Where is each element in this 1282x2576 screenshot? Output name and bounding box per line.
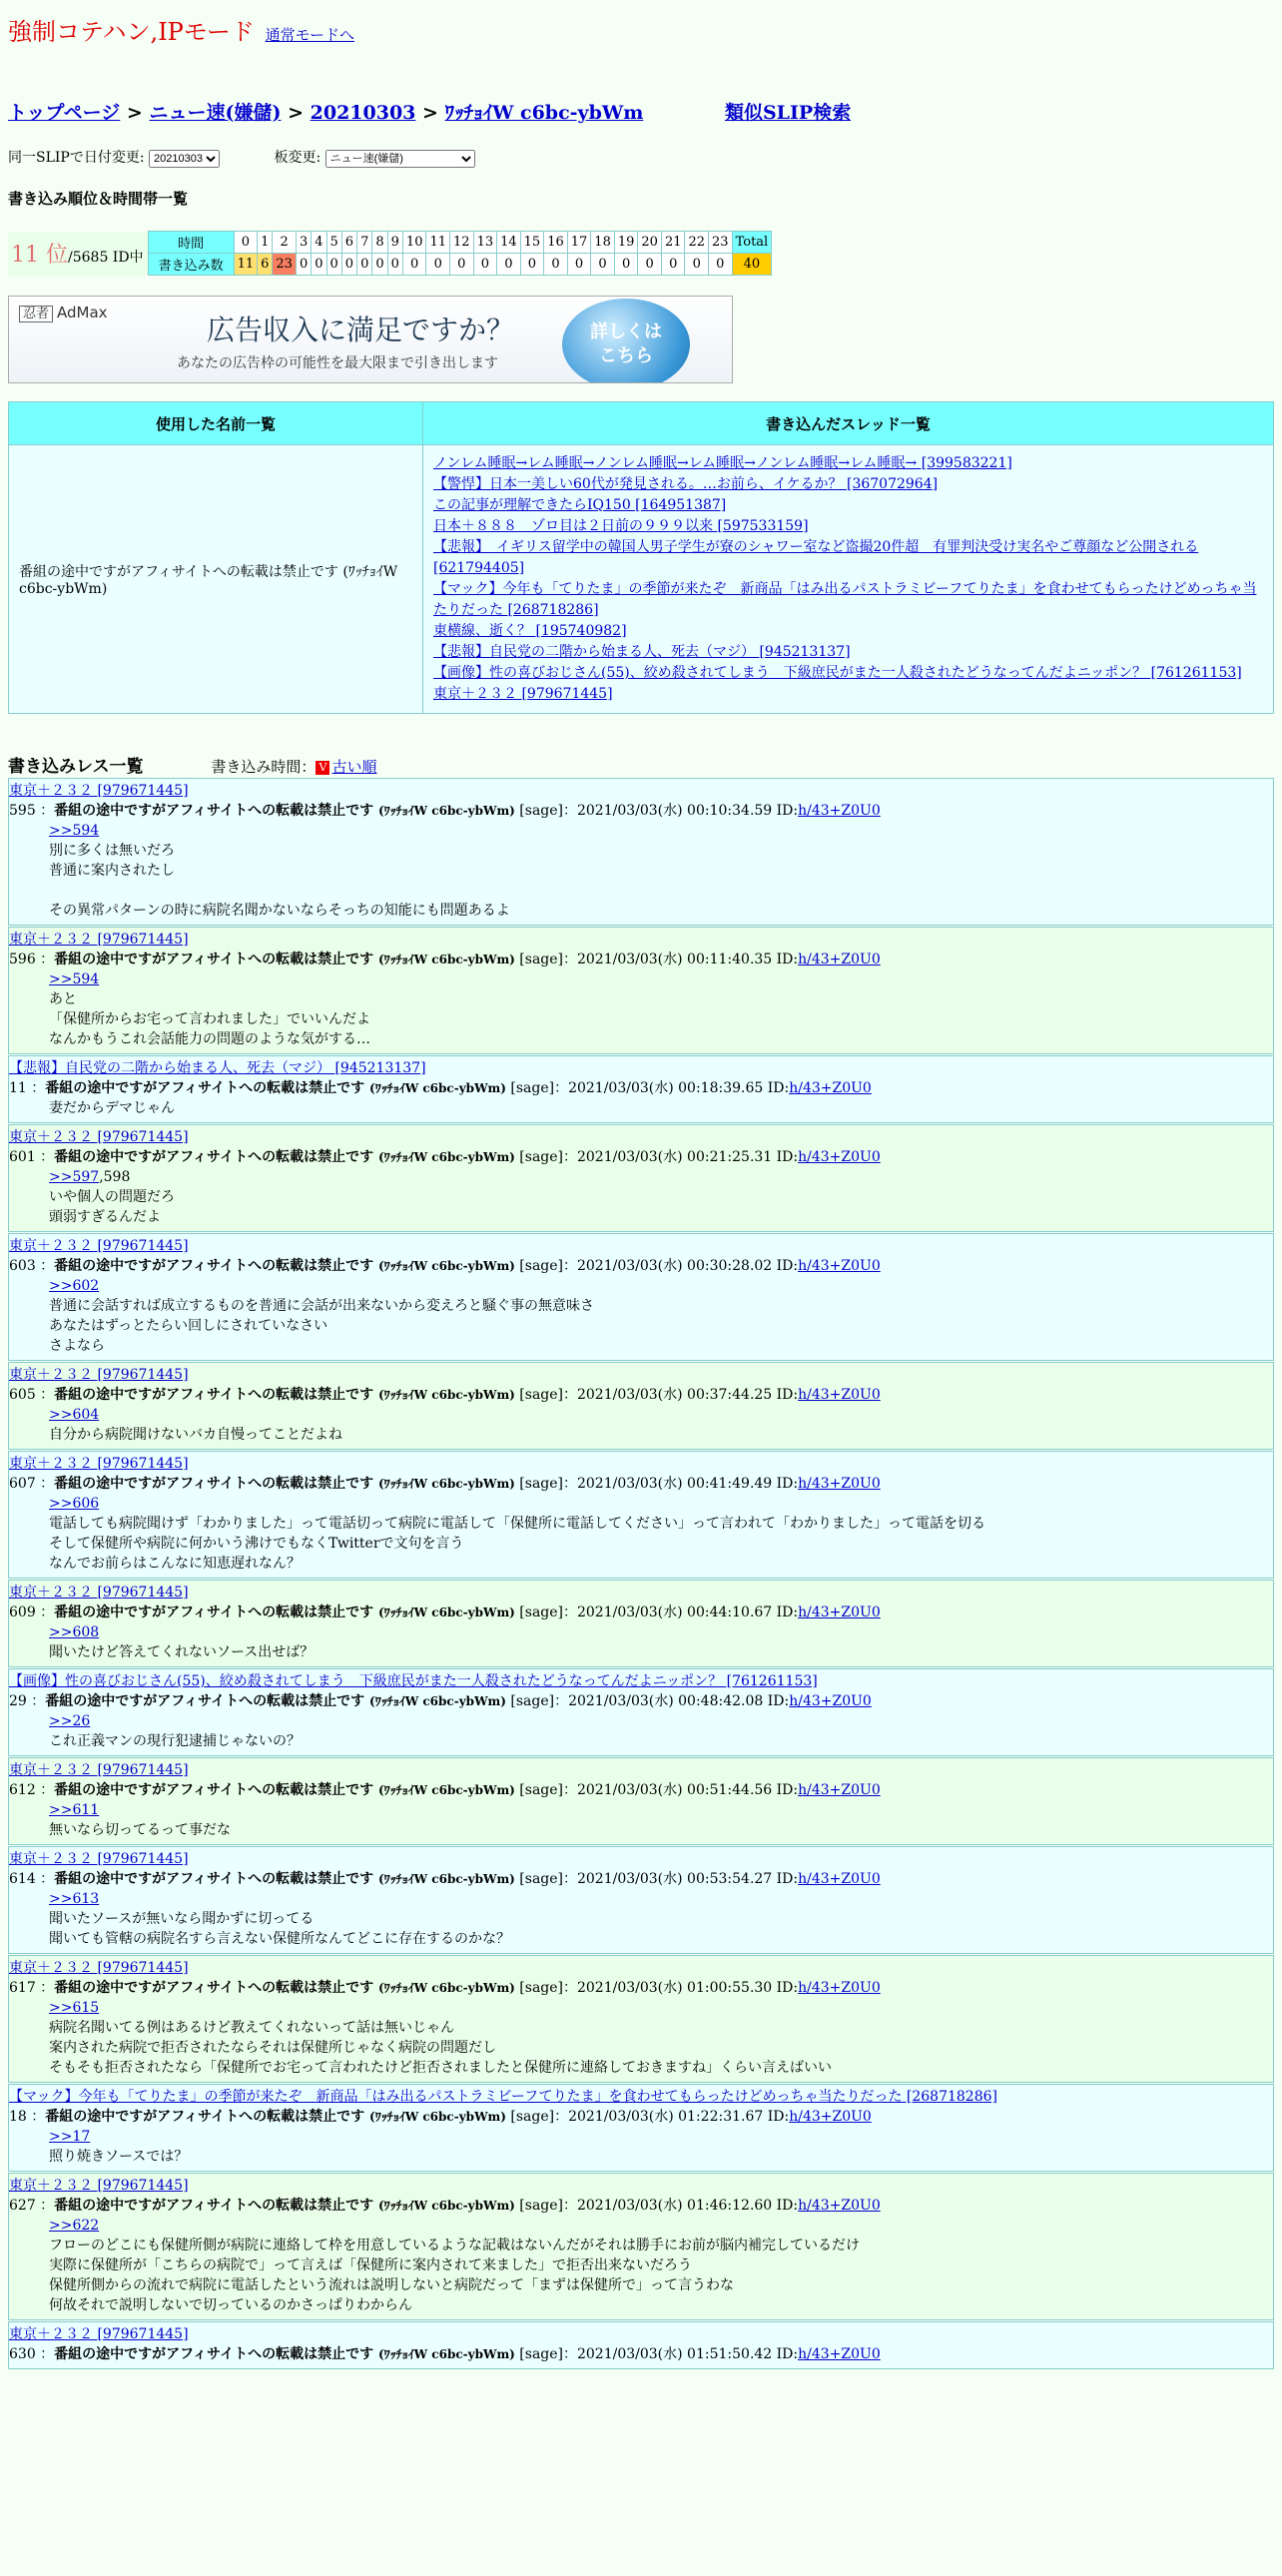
breadcrumb-separator: > — [422, 102, 438, 124]
post-info: [sage]：2021/03/03(水) 00:51:44.56 ID: — [514, 1782, 799, 1798]
post-anchor-line — [49, 1889, 1273, 1909]
post-name: 番組の途中ですがアフィサイトへの転載は禁止です — [54, 1605, 378, 1620]
similar-slip-search-link[interactable]: 類似SLIP検索 — [724, 102, 852, 124]
post-number: 609 ： — [9, 1605, 55, 1620]
post-meta — [9, 1780, 1273, 1800]
count-cell: 23 — [273, 254, 297, 276]
post-number: 596 ： — [9, 952, 55, 967]
post-anchor-line — [49, 821, 1273, 841]
hour-cell: 18 — [591, 232, 615, 254]
post-text-line: 頭弱すぎるんだよ — [49, 1209, 161, 1225]
threads-column-header: 書き込んだスレッド一覧 — [423, 402, 1274, 445]
post-text-line — [49, 881, 1273, 901]
post-thread-link[interactable]: 【画像】性の喜びおじさん(55)、絞め殺されてしまう 下級庶民がまた一人殺されたどうなってんだよニッポン？ [761261153] — [9, 1673, 818, 1689]
post-trip: (ﾜｯﾁｮｲW c6bc-ybWm) — [369, 2110, 506, 2124]
post-trip: (ﾜｯﾁｮｲW c6bc-ybWm) — [377, 804, 515, 818]
ranking-table — [8, 231, 772, 276]
post-body — [49, 969, 1273, 1049]
post-anchor-line — [49, 1494, 1273, 1514]
thread-link[interactable]: ノンレム睡眠→レム睡眠→ノンレム睡眠→レム睡眠→ノンレム睡眠→レム睡眠→ [399583221] — [433, 455, 1012, 471]
post-text-line: 別に多くは無いだろ — [49, 843, 175, 859]
sort-oldest-link[interactable]: 古い順 — [331, 758, 377, 776]
post-info: [sage]：2021/03/03(水) 00:41:49.49 ID: — [514, 1476, 799, 1492]
count-cell: 0 — [357, 254, 372, 276]
post-item — [8, 1955, 1274, 2083]
count-cell: 0 — [520, 254, 544, 276]
post-body — [49, 1711, 1273, 1751]
hour-cell: 4 — [312, 232, 326, 254]
post-text-line: 聞いたソースが無いなら聞かずに切ってる — [49, 1911, 315, 1927]
reply-anchor-link[interactable]: >>604 — [49, 1407, 100, 1423]
hour-cell: 6 — [341, 232, 356, 254]
date-select[interactable] — [149, 150, 220, 168]
post-meta — [9, 2196, 1273, 2216]
post-body — [49, 2127, 1273, 2167]
post-trip: (ﾜｯﾁｮｲW c6bc-ybWm) — [377, 1259, 515, 1273]
post-id-link[interactable]: h/43+Z0U0 — [798, 1387, 881, 1403]
post-id-link[interactable]: h/43+Z0U0 — [798, 2198, 881, 2214]
reply-anchor-link[interactable]: >>594 — [49, 971, 100, 987]
post-body — [49, 1494, 1273, 1574]
post-info: [sage]：2021/03/03(水) 00:44:10.67 ID: — [514, 1605, 799, 1620]
post-id-link[interactable]: h/43+Z0U0 — [789, 2109, 872, 2125]
post-text-line: 聞いても管轄の病院名すら言えない保健所なんてどこに存在するのかな？ — [49, 1931, 510, 1947]
post-body — [49, 1276, 1273, 1356]
post-text-line: 実際に保健所が「こちらの病院で」って言えば「保健所に案内されて来ました」で拒否出来ないだろう — [49, 2257, 692, 2273]
hour-cell: 9 — [387, 232, 402, 254]
ad-logo-text: AdMax — [57, 304, 108, 322]
post-meta — [9, 950, 1273, 969]
thread-link[interactable]: 【悲報】 イギリス留学中の韓国人男子学生が寮のシャワー室など盗撮20件超 有罪判決受け実名やご尊顔など公開される [621794405] — [433, 539, 1199, 576]
post-id-link[interactable]: h/43+Z0U0 — [798, 1980, 881, 1996]
post-id-link[interactable]: h/43+Z0U0 — [789, 1080, 872, 1096]
board-select[interactable] — [325, 150, 475, 168]
post-thread-link[interactable]: 【悲報】自民党の二階から始まる人、死去（マジ） [945213137] — [9, 1060, 426, 1076]
post-meta — [9, 1147, 1273, 1167]
reply-anchor-link[interactable]: >>17 — [49, 2129, 91, 2145]
date-change-label: 同一SLIPで日付変更: — [8, 150, 145, 166]
post-trip: (ﾜｯﾁｮｲW c6bc-ybWm) — [377, 1150, 515, 1164]
post-meta — [9, 1385, 1273, 1405]
post-text-line: 病院名聞いてる例はあるけど教えてくれないって話は無いじゃん — [49, 2020, 454, 2036]
hour-cell: 3 — [296, 232, 311, 254]
post-text-line: なんかもうこれ会話能力の問題のような気がする… — [49, 1031, 370, 1047]
post-info: [sage]：2021/03/03(水) 00:18:39.65 ID: — [505, 1080, 790, 1096]
post-name: 番組の途中ですがアフィサイトへの転載は禁止です — [45, 1080, 370, 1096]
thread-link[interactable]: 【悲報】自民党の二階から始まる人、死去（マジ） [945213137] — [433, 644, 851, 660]
hour-cell: 11 — [426, 232, 450, 254]
post-number: 11 ： — [9, 1080, 46, 1096]
selector-bar — [8, 147, 1274, 168]
post-name: 番組の途中ですがアフィサイトへの転載は禁止です — [54, 1782, 378, 1798]
rank-value: 11 位 — [11, 243, 68, 268]
count-cell: 11 — [234, 254, 258, 276]
post-body — [49, 821, 1273, 921]
post-number: 607 ： — [9, 1476, 55, 1492]
hour-cell: 13 — [473, 232, 497, 254]
post-anchor-line — [49, 2127, 1273, 2147]
post-thread-link[interactable]: 東京＋２３２ [979671445] — [9, 1456, 189, 1472]
post-text-line: 妻だからデマじゃん — [49, 1100, 175, 1116]
post-text-line: 普通に会話すれば成立するものを普通に会話が出来ないから変えろと騒ぐ事の無意味さ — [49, 1298, 594, 1314]
post-anchor-line — [49, 1276, 1273, 1296]
post-name: 番組の途中ですがアフィサイトへの転載は禁止です — [54, 1149, 378, 1165]
post-item — [8, 1233, 1274, 1361]
post-info: [sage]：2021/03/03(水) 00:48:42.08 ID: — [505, 1693, 790, 1709]
post-text-line: 普通に案内されたし — [49, 863, 175, 879]
post-item — [8, 1055, 1274, 1123]
post-trip: (ﾜｯﾁｮｲW c6bc-ybWm) — [377, 2199, 515, 2213]
post-info: [sage]：2021/03/03(水) 00:21:25.31 ID: — [514, 1149, 799, 1165]
post-info: [sage]：2021/03/03(水) 00:53:54.27 ID: — [514, 1871, 799, 1887]
reply-anchor-link[interactable]: >>615 — [49, 2000, 100, 2016]
post-id-link[interactable]: h/43+Z0U0 — [798, 2346, 881, 2362]
post-meta — [9, 1869, 1273, 1889]
reply-anchor-link[interactable]: >>608 — [49, 1624, 100, 1640]
breadcrumb-date-link[interactable]: 20210303 — [310, 102, 416, 124]
hour-cell: 7 — [357, 232, 372, 254]
ad-subtext: あなたの広告枠の可能性を最大限まで引き出します — [177, 355, 498, 371]
thread-link[interactable]: この記事が理解できたらIQ150 [164951387] — [433, 497, 727, 513]
post-text-line: あと — [49, 991, 77, 1007]
names-column-header: 使用した名前一覧 — [9, 402, 423, 445]
post-anchor-line — [49, 1167, 1273, 1187]
post-id-link[interactable]: h/43+Z0U0 — [798, 1258, 881, 1274]
thread-link[interactable]: 日本＋８８８ ゾロ目は２日前の９９９以来 [597533159] — [433, 518, 809, 534]
post-meta — [9, 1256, 1273, 1276]
hour-cell: 21 — [661, 232, 685, 254]
hour-cell: 19 — [614, 232, 638, 254]
thread-link[interactable]: 東横線、逝く？ [195740982] — [433, 623, 627, 639]
hour-cell: 8 — [372, 232, 387, 254]
post-text-line: 案内された病院で拒否されたならそれは保健所じゃなく病院の問題だし — [49, 2040, 496, 2056]
hour-cell: 5 — [326, 232, 341, 254]
post-trip: (ﾜｯﾁｮｲW c6bc-ybWm) — [377, 1388, 515, 1402]
post-thread-link[interactable]: 東京＋２３２ [979671445] — [9, 1960, 189, 1976]
rank-total: /5685 ID中 — [68, 250, 144, 266]
count-cell: 0 — [567, 254, 591, 276]
used-name: 番組の途中ですがアフィサイトへの転載は禁止です (ﾜｯﾁｮｲW c6bc-ybWm) — [9, 445, 423, 714]
post-id-link[interactable]: h/43+Z0U0 — [798, 1782, 881, 1798]
hour-cell: 12 — [450, 232, 474, 254]
post-number: 617 ： — [9, 1980, 55, 1996]
post-thread-link[interactable]: 東京＋２３２ [979671445] — [9, 2326, 189, 2342]
hour-cell: 22 — [685, 232, 709, 254]
post-item — [8, 927, 1274, 1054]
post-list — [8, 778, 1274, 2369]
post-item — [8, 1362, 1274, 1450]
post-info: [sage]：2021/03/03(水) 01:51:50.42 ID: — [514, 2346, 799, 2362]
post-text-line: その異常パターンの時に病院名聞かないならそっちの知能にも問題あるよ — [49, 903, 510, 919]
post-meta — [9, 1691, 1273, 1711]
post-text-line: そして保健所や病院に何かいう沸けでもなくTwitterで文句を言う — [49, 1536, 464, 1552]
post-text-line: 電話しても病院聞けず「わかりました」って電話切って病院に電話して「保健所に電話してください」って言われて「わかりました」って電話を切る — [49, 1516, 985, 1532]
post-name: 番組の途中ですがアフィサイトへの転載は禁止です — [54, 1980, 378, 1996]
post-name: 番組の途中ですがアフィサイトへの転載は禁止です — [54, 1476, 378, 1492]
total-label: Total — [732, 232, 772, 254]
post-item — [8, 1124, 1274, 1232]
posts-title: 書き込みレス一覧 — [8, 757, 144, 777]
hour-cell: 0 — [234, 232, 258, 254]
breadcrumb-separator: > — [126, 102, 143, 124]
breadcrumb-board-link[interactable]: ニュー速(嫌儲) — [149, 102, 282, 124]
hour-cell: 10 — [402, 232, 426, 254]
post-trip: (ﾜｯﾁｮｲW c6bc-ybWm) — [377, 1477, 515, 1491]
hour-cell: 23 — [709, 232, 733, 254]
post-text-line: そもそも拒否されたなら「保健所でお宅って言われたけど拒否されましたと保健所に連絡しておきますね」くらい言えばいい — [49, 2060, 832, 2076]
post-thread-link[interactable]: 東京＋２３２ [979671445] — [9, 1585, 189, 1601]
post-thread-link[interactable]: 東京＋２３２ [979671445] — [9, 1762, 189, 1778]
count-cell: 0 — [402, 254, 426, 276]
post-anchor-line — [49, 1622, 1273, 1642]
post-number: 18 ： — [9, 2109, 46, 2125]
post-meta — [9, 801, 1273, 821]
reply-anchor-link[interactable]: >>611 — [49, 1802, 100, 1818]
post-id-link[interactable]: h/43+Z0U0 — [798, 1149, 881, 1165]
post-thread-link[interactable]: 東京＋２３２ [979671445] — [9, 932, 189, 948]
post-text-line: 照り焼きソースでは？ — [49, 2149, 189, 2165]
post-info: [sage]：2021/03/03(水) 00:11:40.35 ID: — [514, 952, 799, 967]
post-body — [49, 1405, 1273, 1445]
breadcrumb — [8, 98, 1274, 125]
post-item — [8, 1668, 1274, 1756]
count-cell: 6 — [258, 254, 273, 276]
post-text-line: フローのどこにも保健所側が病院に連絡して枠を用意しているような記載はないんだがそれは勝手にお前が脳内補完しているだけ — [49, 2238, 860, 2254]
post-number: 605 ： — [9, 1387, 55, 1403]
post-thread-link[interactable]: 東京＋２３２ [979671445] — [9, 2178, 189, 2194]
post-id-link[interactable]: h/43+Z0U0 — [798, 952, 881, 967]
post-trip: (ﾜｯﾁｮｲW c6bc-ybWm) — [377, 1606, 515, 1619]
post-body — [49, 1167, 1273, 1227]
post-info: [sage]：2021/03/03(水) 00:37:44.25 ID: — [514, 1387, 799, 1403]
post-name: 番組の途中ですがアフィサイトへの転載は禁止です — [45, 2109, 370, 2125]
names-threads-table — [8, 401, 1274, 714]
post-number: 627 ： — [9, 2198, 55, 2214]
board-change-label: 板変更: — [274, 150, 321, 166]
sort-order-label: 書き込み時間： — [211, 758, 317, 776]
post-number: 595 ： — [9, 803, 55, 819]
thread-link[interactable]: 【マック】今年も「てりたま」の季節が来たぞ 新商品「はみ出るパストラミビーフてりたま」を食わせてもらったけどめっちゃ当たりだった [268718286] — [433, 581, 1257, 618]
post-text-line: いや個人の問題だろ — [49, 1189, 175, 1205]
count-cell: 0 — [497, 254, 521, 276]
hour-cell: 1 — [258, 232, 273, 254]
post-text-line: なんでお前らはこんなに知恵遅れなん？ — [49, 1556, 301, 1572]
ad-logo: 忍者 AdMax — [19, 303, 108, 322]
reply-anchor-link[interactable]: >>606 — [49, 1496, 100, 1512]
post-info: [sage]：2021/03/03(水) 01:22:31.67 ID: — [505, 2109, 790, 2125]
post-trip: (ﾜｯﾁｮｲW c6bc-ybWm) — [377, 1981, 515, 1995]
total-value: 40 — [732, 254, 772, 276]
post-body — [49, 1622, 1273, 1662]
post-item — [8, 2321, 1274, 2369]
count-cell: 0 — [638, 254, 662, 276]
reply-anchor-link[interactable]: >>26 — [49, 1713, 91, 1729]
post-trip: (ﾜｯﾁｮｲW c6bc-ybWm) — [377, 953, 515, 966]
count-cell: 0 — [473, 254, 497, 276]
hour-cell: 14 — [497, 232, 521, 254]
post-id-link[interactable]: h/43+Z0U0 — [798, 1871, 881, 1887]
thread-link[interactable]: 東京＋２３２ [979671445] — [433, 686, 613, 702]
post-thread-link[interactable]: 【マック】今年も「てりたま」の季節が来たぞ 新商品「はみ出るパストラミビーフてりたま」を食わせてもらったけどめっちゃ当たりだった [268718286] — [9, 2089, 997, 2105]
post-item — [8, 1451, 1274, 1579]
post-meta — [9, 1474, 1273, 1494]
post-anchor-line — [49, 1711, 1273, 1731]
post-meta — [9, 1078, 1273, 1098]
count-cell: 0 — [372, 254, 387, 276]
post-thread-link[interactable]: 東京＋２３２ [979671445] — [9, 1238, 189, 1254]
post-item — [8, 1757, 1274, 1845]
hour-cell: 2 — [273, 232, 297, 254]
post-item — [8, 2173, 1274, 2320]
count-cell: 0 — [614, 254, 638, 276]
count-cell: 0 — [591, 254, 615, 276]
hour-cell: 17 — [567, 232, 591, 254]
sort-order — [211, 758, 376, 776]
post-item — [8, 1846, 1274, 1954]
count-cell: 0 — [312, 254, 326, 276]
ranking-section-title: 書き込み順位＆時間帯一覧 — [8, 190, 189, 208]
post-number: 612 ： — [9, 1782, 55, 1798]
count-cell: 0 — [450, 254, 474, 276]
post-name: 番組の途中ですがアフィサイトへの転載は禁止です — [54, 952, 378, 967]
post-body — [49, 1800, 1273, 1840]
time-label: 時間 — [148, 232, 234, 254]
post-item — [8, 2084, 1274, 2172]
post-id-link[interactable]: h/43+Z0U0 — [798, 803, 881, 819]
post-body — [49, 1998, 1273, 2078]
post-text-line: 何故それで説明しないで切っているのかさっぱりわからん — [49, 2297, 412, 2313]
normal-mode-link[interactable]: 通常モードへ — [265, 26, 355, 44]
mode-header — [8, 12, 1274, 46]
post-text-line: 聞いたけど答えてくれないソース出せば？ — [49, 1644, 315, 1660]
post-body — [49, 1098, 1273, 1118]
post-anchor-line — [49, 2216, 1273, 2236]
hour-cell: 20 — [638, 232, 662, 254]
thread-link[interactable]: 【警悍】日本一美しい60代が発見される。…お前ら、イケるか？ [367072964] — [433, 476, 939, 492]
post-item — [8, 1580, 1274, 1667]
post-id-link[interactable]: h/43+Z0U0 — [798, 1476, 881, 1492]
ad-details-button[interactable] — [562, 299, 690, 383]
post-number: 603 ： — [9, 1258, 55, 1274]
post-name: 番組の途中ですがアフィサイトへの転載は禁止です — [45, 1693, 370, 1709]
ad-headline: 広告収入に満足ですか？ — [207, 314, 515, 346]
post-body — [49, 2216, 1273, 2315]
post-thread-link[interactable]: 東京＋２３２ [979671445] — [9, 1367, 189, 1383]
post-meta — [9, 2107, 1273, 2127]
count-label: 書き込み数 — [148, 254, 234, 276]
count-cell: 0 — [296, 254, 311, 276]
reply-anchor-link[interactable]: >>594 — [49, 823, 100, 839]
post-text-line: あなたはずっとたらい回しにされていなさい — [49, 1318, 328, 1334]
post-number: 29 ： — [9, 1693, 46, 1709]
post-name: 番組の途中ですがアフィサイトへの転載は禁止です — [54, 1871, 378, 1887]
post-thread-link[interactable]: 東京＋２３２ [979671445] — [9, 1129, 189, 1145]
sort-toggle-icon[interactable]: V — [316, 761, 329, 775]
post-trip: (ﾜｯﾁｮｲW c6bc-ybWm) — [369, 1694, 506, 1708]
post-number: 630 ： — [9, 2346, 55, 2362]
post-anchor-line — [49, 969, 1273, 989]
post-body — [49, 1889, 1273, 1949]
thread-link[interactable]: 【画像】性の喜びおじさん(55)、絞め殺されてしまう 下級庶民がまた一人殺されたどうなってんだよニッポン？ [761261153] — [433, 665, 1242, 681]
count-cell: 0 — [326, 254, 341, 276]
reply-anchor-link[interactable]: >>622 — [49, 2218, 100, 2234]
count-cell: 0 — [341, 254, 356, 276]
post-thread-link[interactable]: 東京＋２３２ [979671445] — [9, 1851, 189, 1867]
post-trip: (ﾜｯﾁｮｲW c6bc-ybWm) — [377, 1872, 515, 1886]
reply-anchor-link[interactable]: >>602 — [49, 1278, 100, 1294]
post-text-line: さよなら — [49, 1338, 105, 1354]
post-info: [sage]：2021/03/03(水) 00:10:34.59 ID: — [514, 803, 799, 819]
post-name: 番組の途中ですがアフィサイトへの転載は禁止です — [54, 2346, 378, 2362]
ad-details-label: 詳しくは こちら — [590, 322, 662, 366]
count-cell: 0 — [426, 254, 450, 276]
post-anchor-line — [49, 1405, 1273, 1425]
post-trip: (ﾜｯﾁｮｲW c6bc-ybWm) — [377, 2347, 515, 2361]
post-name: 番組の途中ですがアフィサイトへの転載は禁止です — [54, 1258, 378, 1274]
ad-banner[interactable] — [8, 296, 733, 383]
rank-cell — [8, 232, 148, 276]
post-anchor-line — [49, 1800, 1273, 1820]
reply-anchor-extra: ,598 — [99, 1169, 131, 1185]
post-text-line: 「保健所からお宅って言われました」でいいんだよ — [49, 1011, 370, 1027]
hour-cell: 16 — [544, 232, 568, 254]
breadcrumb-slip-link[interactable]: ﾜｯﾁｮｲW c6bc-ybWm — [444, 102, 644, 124]
breadcrumb-separator: > — [288, 102, 304, 124]
count-cell: 0 — [544, 254, 568, 276]
post-meta — [9, 1978, 1273, 1998]
post-meta — [9, 2344, 1273, 2364]
posts-header — [8, 752, 1274, 778]
reply-anchor-link[interactable]: >>613 — [49, 1891, 100, 1907]
post-item — [8, 778, 1274, 926]
post-text-line: 自分から病院聞けないバカ自慢ってことだよね — [49, 1427, 342, 1443]
post-id-link[interactable]: h/43+Z0U0 — [789, 1693, 872, 1709]
reply-anchor-link[interactable]: >>597 — [49, 1169, 100, 1185]
post-anchor-line — [49, 1998, 1273, 2018]
count-cell: 0 — [685, 254, 709, 276]
post-id-link[interactable]: h/43+Z0U0 — [798, 1605, 881, 1620]
mode-title: 強制コテハン,IPモード — [8, 18, 255, 46]
post-text-line: これ正義マンの現行犯逮捕じゃないの？ — [49, 1733, 301, 1749]
post-name: 番組の途中ですがアフィサイトへの転載は禁止です — [54, 803, 378, 819]
thread-list — [423, 445, 1274, 714]
post-number: 614 ： — [9, 1871, 55, 1887]
count-cell: 0 — [387, 254, 402, 276]
post-number: 601 ： — [9, 1149, 55, 1165]
count-cell: 0 — [661, 254, 685, 276]
hour-cell: 15 — [520, 232, 544, 254]
post-info: [sage]：2021/03/03(水) 00:30:28.02 ID: — [514, 1258, 799, 1274]
post-info: [sage]：2021/03/03(水) 01:46:12.60 ID: — [514, 2198, 799, 2214]
post-info: [sage]：2021/03/03(水) 01:00:55.30 ID: — [514, 1980, 799, 1996]
post-name: 番組の途中ですがアフィサイトへの転載は禁止です — [54, 1387, 378, 1403]
post-trip: (ﾜｯﾁｮｲW c6bc-ybWm) — [377, 1783, 515, 1797]
breadcrumb-top-link[interactable]: トップページ — [8, 102, 121, 124]
count-cell: 0 — [709, 254, 733, 276]
post-trip: (ﾜｯﾁｮｲW c6bc-ybWm) — [369, 1081, 506, 1095]
post-thread-link[interactable]: 東京＋２３２ [979671445] — [9, 783, 189, 799]
post-name: 番組の途中ですがアフィサイトへの転載は禁止です — [54, 2198, 378, 2214]
post-text-line: 保健所側からの流れで病院に電話したという流れは説明しないと病院だって「まずは保健所で」って言うわな — [49, 2277, 734, 2293]
post-meta — [9, 1603, 1273, 1622]
post-text-line: 無いなら切ってるって事だな — [49, 1822, 231, 1838]
